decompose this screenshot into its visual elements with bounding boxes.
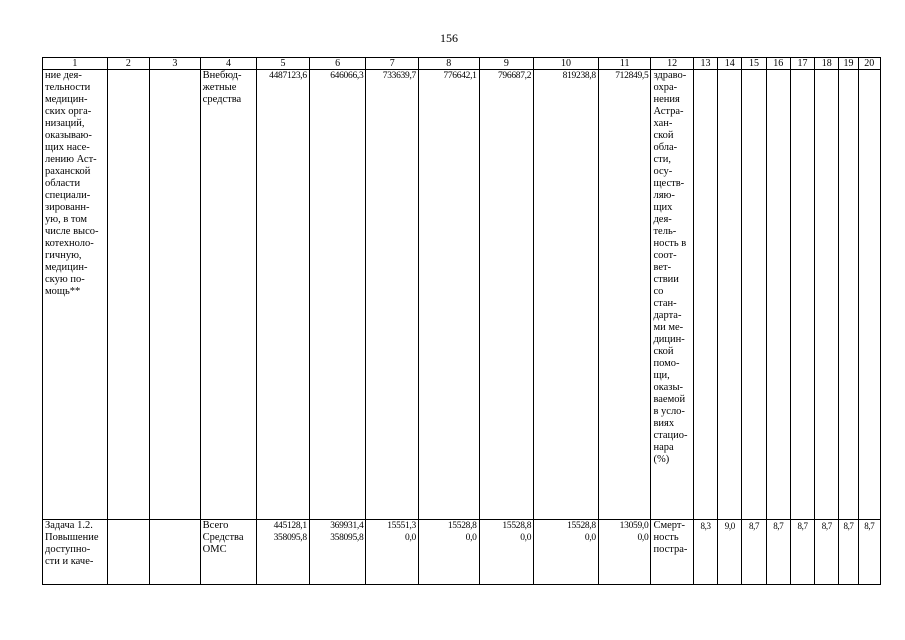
empty-cell: [858, 70, 880, 520]
empty-cell: [718, 70, 742, 520]
header-cell: 15: [742, 58, 766, 70]
header-cell: 6: [309, 58, 366, 70]
value-cell: [534, 520, 599, 585]
header-cell: 7: [366, 58, 419, 70]
table-row: [43, 70, 881, 520]
empty-cell: [150, 70, 201, 520]
empty-cell: [766, 70, 790, 520]
header-cell: 8: [418, 58, 479, 70]
value-total: 15528,8: [502, 521, 532, 531]
header-cell: 5: [257, 58, 310, 70]
header-cell: 12: [651, 58, 693, 70]
value-oms: 358095,8: [273, 533, 307, 543]
value-cell: 796687,2: [479, 70, 534, 520]
funding-oms-label: Средства ОМС: [202, 532, 244, 555]
header-cell: 1: [43, 58, 108, 70]
indicator-value: 8,7: [790, 520, 814, 585]
value-total: 13059,0: [619, 521, 649, 531]
header-cell: 16: [766, 58, 790, 70]
value-total: 15551,3: [387, 521, 416, 531]
header-cell: 4: [200, 58, 257, 70]
indicator-description: здраво- охра- нения Астра- хан- ской обла- сти, осу- ществ- ляю- щих дея- тель- ность в соот- вет- ствии со стан- дарта- ми ме- дицин- ской помо- щи, оказы- ваемой в усло- виях стацио- нара (%): [651, 70, 693, 520]
header-cell: 13: [693, 58, 717, 70]
indicator-value: 9,0: [718, 520, 742, 585]
header-cell: 14: [718, 58, 742, 70]
value-oms: 358095,8: [330, 533, 364, 543]
funding-source: Внебюд- жетные средства: [200, 70, 257, 520]
value-oms: 0,0: [637, 533, 649, 543]
empty-cell: [815, 70, 839, 520]
indicator-value: 8,3: [693, 520, 717, 585]
value-total: 369931,4: [330, 521, 364, 531]
indicator-value: 8,7: [839, 520, 858, 585]
value-cell: [598, 520, 651, 585]
value-total: 445128,1: [273, 521, 307, 531]
value-cell: [366, 520, 419, 585]
value-total: 15528,8: [447, 521, 477, 531]
value-oms: 0,0: [584, 533, 596, 543]
value-cell: 776642,1: [418, 70, 479, 520]
header-cell: 11: [598, 58, 651, 70]
program-table: [42, 57, 881, 585]
empty-cell: [107, 70, 149, 520]
page-number: 156: [440, 31, 458, 45]
empty-cell: [693, 70, 717, 520]
value-cell: 819238,8: [534, 70, 599, 520]
value-cell: [479, 520, 534, 585]
indicator-value: 8,7: [815, 520, 839, 585]
value-oms: 0,0: [465, 533, 477, 543]
value-cell: 4487123,6: [257, 70, 310, 520]
header-cell: 9: [479, 58, 534, 70]
activity-description: ние дея- тельности медицин- ских орга- низаций, оказываю- щих насе- лению Аст- раханской области специали- зированн- ую, в том числе высо- котехноло- гичную, медицин- скую по- мощь**: [43, 70, 108, 520]
empty-cell: [839, 70, 858, 520]
value-total: 15528,8: [567, 521, 596, 531]
funding-source: [200, 520, 257, 585]
indicator-value: 8,7: [858, 520, 880, 585]
header-cell: 19: [839, 58, 858, 70]
value-cell: [418, 520, 479, 585]
empty-cell: [742, 70, 766, 520]
empty-cell: [107, 520, 149, 585]
header-row: [43, 58, 881, 70]
value-cell: 733639,7: [366, 70, 419, 520]
empty-cell: [150, 520, 201, 585]
header-cell: 2: [107, 58, 149, 70]
value-oms: 0,0: [405, 533, 416, 543]
value-oms: 0,0: [520, 533, 532, 543]
value-cell: [309, 520, 366, 585]
header-cell: 17: [790, 58, 814, 70]
funding-total-label: Всего: [202, 520, 229, 531]
empty-cell: [790, 70, 814, 520]
header-cell: 20: [858, 58, 880, 70]
value-cell: [257, 520, 310, 585]
task-description: Задача 1.2. Повышение доступно- сти и каче-: [43, 520, 108, 585]
indicator-value: 8,7: [766, 520, 790, 585]
value-cell: 712849,5: [598, 70, 651, 520]
header-cell: 10: [534, 58, 599, 70]
header-cell: 3: [150, 58, 201, 70]
indicator-description: Смерт- ность постра-: [651, 520, 693, 585]
header-cell: 18: [815, 58, 839, 70]
indicator-value: 8,7: [742, 520, 766, 585]
table-row: [43, 520, 881, 585]
value-cell: 646066,3: [309, 70, 366, 520]
